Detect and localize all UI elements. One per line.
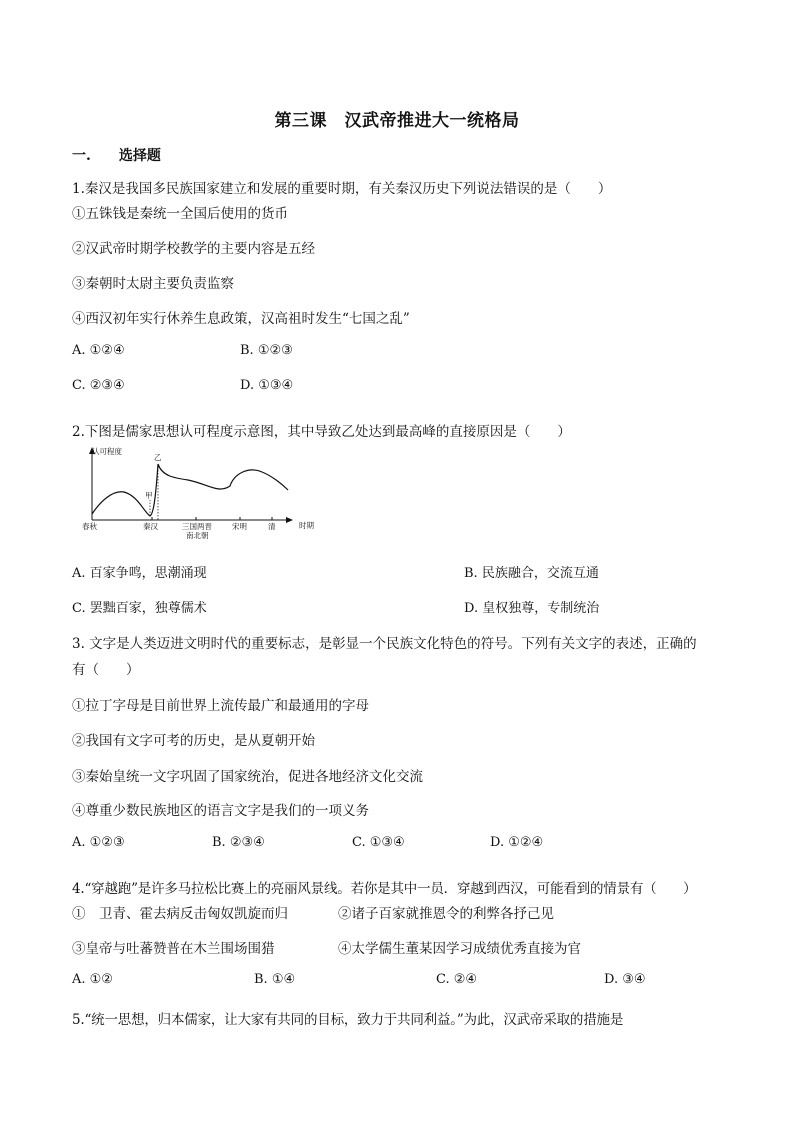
q4-option-d: D. ③④ (604, 972, 646, 987)
q2-option-c: C. 罢黜百家，独尊儒术 (72, 601, 207, 616)
q1-item-3: ③秦朝时太尉主要负责监察 (72, 276, 234, 292)
q1-option-a: A. ①②④ (72, 343, 125, 358)
q3-stem-line-2: 有（ ） (72, 662, 140, 678)
section-number: 一. (72, 148, 91, 164)
q1-option-b: B. ①②③ (240, 343, 293, 358)
q4-option-a: A. ①② (72, 972, 113, 987)
q4-item-3: ③皇帝与吐蕃赞普在木兰围场围猎 (72, 941, 275, 957)
q1-item-1: ①五铢钱是秦统一全国后使用的货币 (72, 206, 288, 222)
q2-option-d: D. 皇权独尊，专制统治 (464, 601, 600, 616)
x-tick-label-nanbeichao: 南北朝 (186, 531, 209, 540)
q4-option-c: C. ②④ (436, 972, 478, 987)
q1-option-d: D. ①③④ (240, 378, 294, 393)
x-tick-label-qing: 清 (268, 522, 276, 531)
x-tick-label-songming: 宋明 (232, 522, 247, 531)
q5-stem: 5.“统一思想，归本儒家，让大家有共同的目标，致力于共同利益。”为此，汉武帝采取的措施是 (72, 1012, 624, 1028)
q4-option-b: B. ①④ (254, 972, 296, 987)
q3-item-3: ③秦始皇统一文字巩固了国家统治，促进各地经济文化交流 (72, 769, 423, 785)
q2-option-a: A. 百家争鸣，思潮涌现 (72, 566, 207, 581)
annotation-yi: 乙 (154, 453, 162, 462)
q1-stem: 1.秦汉是我国多民族国家建立和发展的重要时期，有关秦汉历史下列说法错误的是（ ） (72, 181, 612, 197)
q1-option-c: C. ②③④ (72, 378, 125, 393)
q2-option-b: B. 民族融合，交流互通 (464, 566, 599, 581)
x-tick-label-chunqiu: 春秋 (82, 522, 97, 531)
x-tick-label-qinhan: 秦汉 (143, 522, 158, 531)
confucianism-recognition-chart (78, 442, 328, 542)
y-axis-label: 认可程度 (92, 447, 122, 456)
q4-item-1: ① 卫青、霍去病反击匈奴凯旋而归 (72, 906, 288, 922)
q3-option-a: A. ①②③ (72, 835, 125, 850)
x-axis-label: 时期 (299, 521, 314, 530)
q3-stem-line-1: 3. 文字是人类迈进文明时代的重要标志，是彰显一个民族文化特色的符号。下列有关文字的表述，正确的 (72, 636, 697, 652)
q3-item-4: ④尊重少数民族地区的语言文字是我们的一项义务 (72, 803, 369, 819)
q4-stem: 4.“穿越跑”是许多马拉松比赛上的亮丽风景线。若你是其中一员．穿越到西汉，可能看到的情景有（ ） (72, 881, 697, 897)
section-name: 选择题 (118, 148, 161, 164)
q3-item-2: ②我国有文字可考的历史，是从夏朝开始 (72, 733, 315, 749)
q1-item-2: ②汉武帝时期学校教学的主要内容是五经 (72, 241, 315, 257)
q1-item-4: ④西汉初年实行休养生息政策，汉高祖时发生“七国之乱” (72, 311, 410, 327)
q2-stem: 2.下图是儒家思想认可程度示意图，其中导致乙处达到最高峰的直接原因是（ ） (72, 424, 571, 440)
q3-item-1: ①拉丁字母是目前世界上流传最广和最通用的字母 (72, 698, 369, 714)
q3-option-d: D. ①②④ (490, 835, 544, 850)
page-title: 第三课 汉武帝推进大一统格局 (274, 111, 520, 131)
q4-item-2: ②诸子百家就推恩令的利弊各抒己见 (338, 906, 554, 922)
section-heading (72, 145, 161, 165)
q3-option-b: B. ②③④ (212, 835, 265, 850)
x-tick-label-sanguo: 三国两晋 (182, 522, 212, 531)
q3-option-c: C. ①③④ (352, 835, 405, 850)
recognition-curve (92, 464, 288, 516)
annotation-jia: 甲 (145, 491, 153, 500)
q4-item-4: ④太学儒生董某因学习成绩优秀直接为官 (338, 941, 581, 957)
x-axis-arrow (286, 517, 293, 523)
